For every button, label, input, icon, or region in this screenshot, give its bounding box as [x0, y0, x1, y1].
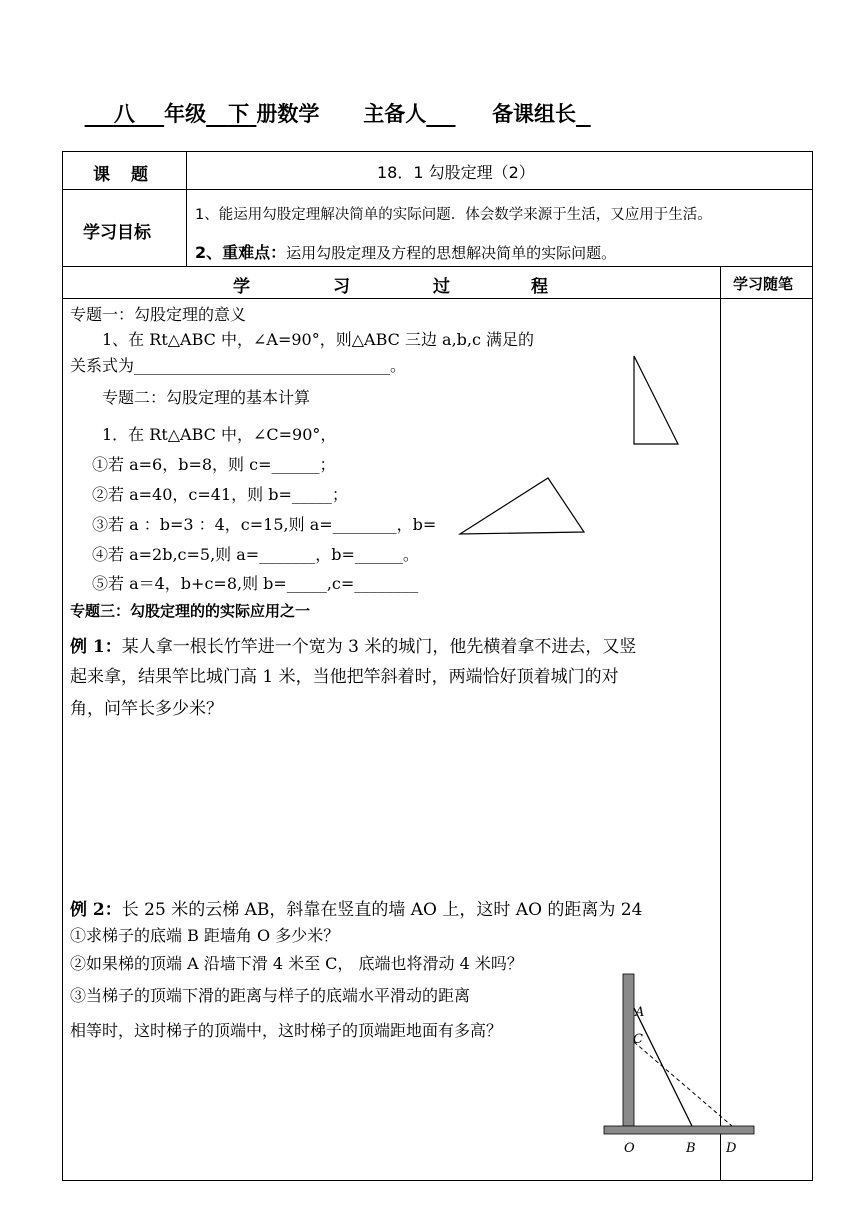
- triangle-shape: [460, 478, 584, 534]
- example2-item: 相等时，这时梯子的顶端中，这时梯子的顶端距地面有多高？: [70, 1021, 503, 1040]
- term-blank: 下: [228, 102, 250, 126]
- topic2-title: 专题二：勾股定理的基本计算: [102, 388, 311, 407]
- ladder-slid-line: [634, 1042, 732, 1126]
- preparer-label: 主备人: [363, 102, 427, 126]
- subject: 册数学: [256, 102, 320, 126]
- topic2-item: ②若 a=40，c=41，则 b=_____；: [92, 485, 348, 504]
- topic-label: 课 题: [93, 165, 150, 185]
- process-header-char: 程: [531, 277, 548, 297]
- grade-blank: 八: [113, 102, 135, 126]
- example1-label: 例 1：: [70, 637, 122, 657]
- example2-item: ①求梯子的底端 B 距墙角 O 多少米？: [70, 926, 340, 945]
- topic-value: 18．1 勾股定理（2）: [377, 163, 535, 182]
- example2-item: ②如果梯的顶端 A 沿墙下滑 4 米至 C， 底端也将滑动 4 米吗？: [70, 954, 523, 973]
- page-header: [70, 74, 591, 128]
- goal-2-key: 2、重难点：: [195, 243, 287, 262]
- topic2-item: ③若 a ：b=3 ：4，c=15,则 a=________，b=: [92, 515, 437, 534]
- leader-label: 备课组长: [492, 102, 577, 126]
- wall-shape: [623, 974, 634, 1126]
- example1-line: 例 1：某人拿一根长竹竿进一个宽为 3 米的城门，他先横着拿不进去，又竖: [70, 637, 637, 657]
- topic2-item: ①若 a=6，b=8，则 c=______；: [92, 455, 336, 474]
- table-divider: [62, 189, 813, 190]
- grade-suffix: 年级: [164, 102, 207, 126]
- example2-line: 例 2：长 25 米的云梯 AB，斜靠在竖直的墙 AO 上，这时 AO 的距离为 24: [70, 900, 643, 920]
- topic3-title: 专题三：勾股定理的的实际应用之一: [70, 602, 311, 620]
- table-divider: [186, 151, 187, 266]
- goal-1: 1、能运用勾股定理解决简单的实际问题．体会数学来源于生活，又应用于生活。: [195, 207, 712, 223]
- triangle-shape: [634, 356, 678, 444]
- label-d: D: [726, 1141, 737, 1156]
- preparer-blank: [426, 102, 455, 126]
- example1-line: 角，问竿长多少米？: [70, 699, 223, 719]
- goal-2: [195, 240, 616, 263]
- label-o: O: [624, 1141, 635, 1156]
- goals-label: 学习目标: [83, 223, 151, 243]
- label-a: A: [635, 1005, 645, 1020]
- right-triangle-figure: [628, 352, 684, 448]
- table-divider: [62, 266, 813, 267]
- goal-2-text: 运用勾股定理及方程的思想解决简单的实际问题。: [286, 244, 617, 262]
- label-b: B: [686, 1141, 696, 1156]
- topic2-question: 1．在 Rt△ABC 中，∠C=90°，: [102, 425, 337, 444]
- process-header-char: 习: [333, 277, 350, 297]
- notes-header: 学习随笔: [733, 275, 794, 293]
- ground-shape: [604, 1126, 754, 1134]
- table-divider: [62, 298, 813, 299]
- leader-blank: [576, 102, 591, 126]
- example1-line: 起来拿，结果竿比城门高 1 米，当他把竿斜着时，两端恰好顶着城门的对: [70, 667, 619, 687]
- example2-label: 例 2：: [70, 900, 122, 920]
- topic2-item: ⑤若 a＝4，b+c=8,则 b=_____,c=________: [92, 574, 419, 593]
- process-header-char: 过: [433, 277, 450, 297]
- topic1-question-line2: 关系式为________________________________。: [70, 356, 407, 375]
- oblique-triangle-figure: [456, 474, 590, 538]
- process-header-char: 学: [233, 277, 250, 297]
- label-c: C: [633, 1032, 643, 1047]
- topic2-item: ④若 a=2b,c=5,则 a=_______，b=______。: [92, 545, 419, 564]
- topic1-title: 专题一：勾股定理的意义: [70, 305, 247, 324]
- topic1-question-line1: 1、在 Rt△ABC 中，∠A=90°，则△ABC 三边 a,b,c 满足的: [102, 330, 535, 349]
- example2-item: ③当梯子的顶端下滑的距离与样子的底端水平滑动的距离: [70, 986, 471, 1005]
- ladder-figure: [600, 968, 760, 1158]
